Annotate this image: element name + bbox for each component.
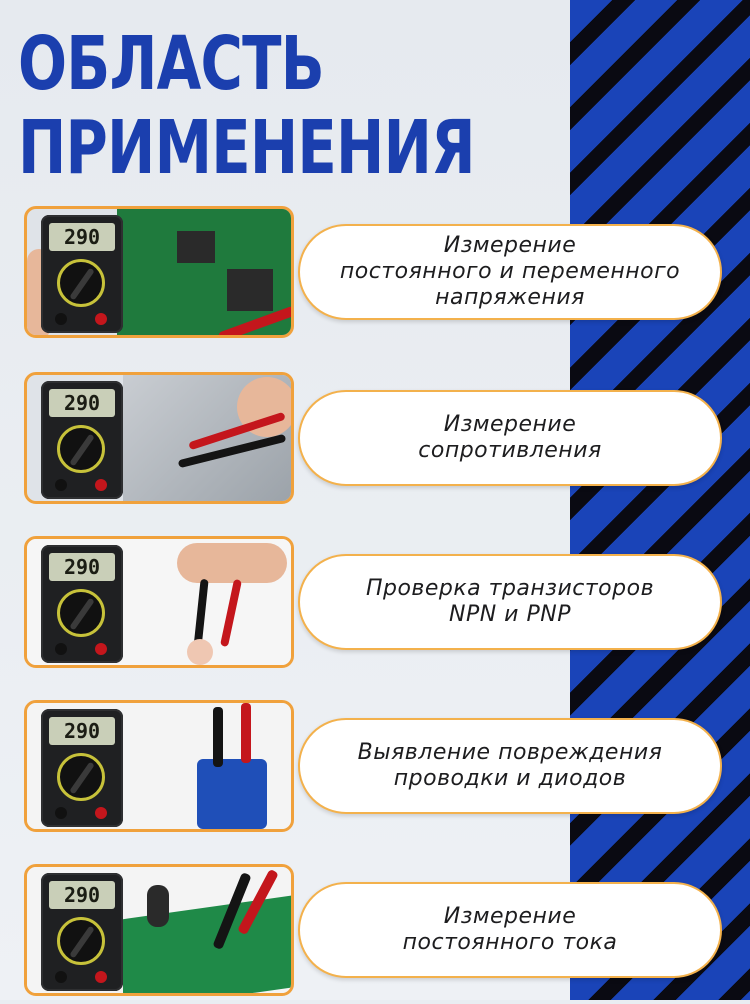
feature-photo [24,536,294,668]
feature-label-box [298,554,722,650]
feature-label: Проверка транзисторов NPN и PNP [365,576,655,627]
multimeter-icon [41,873,123,991]
feature-photo [24,864,294,996]
multimeter-icon [41,709,123,827]
feature-row [0,206,750,346]
feature-row [0,700,750,840]
meter-display: 290 [49,223,115,251]
feature-photo [24,372,294,504]
feature-label: Выявление повреждения проводки и диодов [357,740,663,791]
meter-display: 290 [49,389,115,417]
feature-row [0,864,750,1004]
feature-label: Измерение постоянного тока [402,904,618,955]
meter-display: 290 [49,881,115,909]
multimeter-icon [41,545,123,663]
feature-label: Измерение постоянного и переменного напряжения [339,233,681,310]
feature-photo [24,700,294,832]
meter-display: 290 [49,553,115,581]
multimeter-icon [41,215,123,333]
multimeter-icon [41,381,123,499]
feature-photo [24,206,294,338]
page-title: ОБЛАСТЬ ПРИМЕНЕНИЯ [18,21,475,191]
feature-row [0,372,750,512]
feature-label-box [298,718,722,814]
feature-label-box [298,224,722,320]
feature-label-box [298,390,722,486]
feature-row [0,536,750,676]
feature-label-box [298,882,722,978]
meter-display: 290 [49,717,115,745]
feature-label: Измерение сопротивления [418,412,602,463]
